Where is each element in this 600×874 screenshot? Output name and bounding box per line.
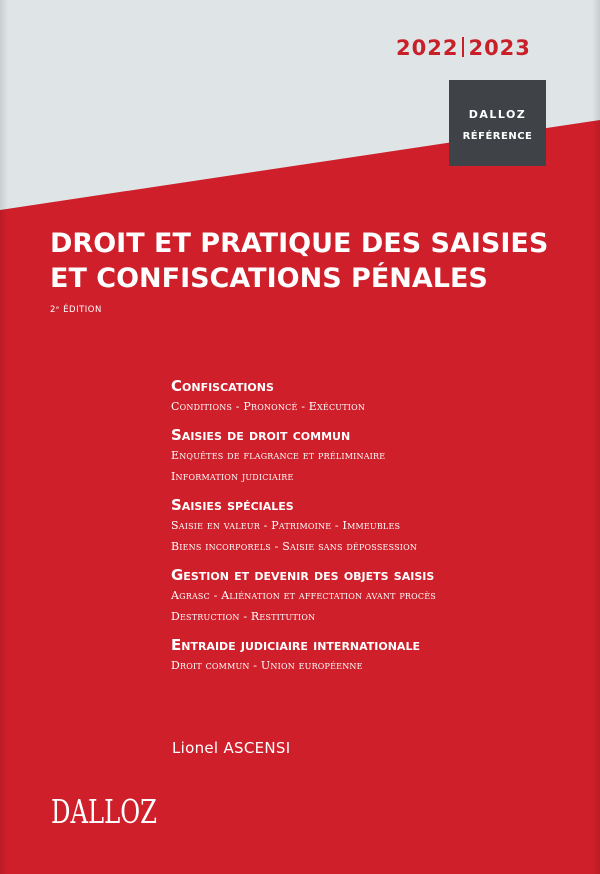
section-entraide [171, 635, 571, 676]
badge-brand: DALLOZ [468, 108, 527, 121]
section-line: Conditions - Prononcé - Exécution [171, 400, 366, 413]
edition-label: 2ᵉ ÉDITION [50, 305, 102, 315]
cover-edge-shadow-left [0, 0, 8, 874]
book-title [50, 226, 570, 296]
section-line: Agrasc - Aliénation et affectation avant procès [171, 589, 436, 602]
section-title: Saisies spéciales [171, 496, 294, 514]
section-confiscations [171, 376, 571, 417]
section-line: Destruction - Restitution [171, 610, 316, 623]
section-line: Droit commun - Union européenne [171, 659, 363, 672]
section-title: Saisies de droit commun [171, 426, 351, 444]
author-name: Lionel ASCENSI [172, 739, 291, 757]
year-start: 2022 [396, 36, 459, 60]
year-separator [462, 37, 464, 57]
cover-edge-shadow-right [592, 0, 600, 874]
section-line: Saisie en valeur - Patrimoine - Immeubles [171, 519, 401, 532]
section-title: Entraide judiciaire internationale [171, 636, 420, 654]
collection-badge [449, 80, 546, 166]
dalloz-logo [51, 790, 201, 830]
title-line-2: ET CONFISCATIONS PÉNALES [50, 263, 488, 294]
year-end: 2023 [468, 36, 531, 60]
section-title: Gestion et devenir des objets saisis [171, 566, 435, 584]
section-line: Biens incorporels - Saisie sans dépossession [171, 540, 418, 553]
edition-years [396, 36, 556, 60]
svg-text:DALLOZ: DALLOZ [51, 792, 157, 830]
section-saisies-droit-commun [171, 425, 571, 487]
section-gestion-devenir [171, 565, 571, 627]
section-saisies-speciales [171, 495, 571, 557]
section-line: Enquêtes de flagrance et préliminaire [171, 449, 386, 462]
section-line: Information judiciaire [171, 470, 294, 483]
title-line-1: DROIT ET PRATIQUE DES SAISIES [50, 228, 549, 259]
contents-summary [171, 376, 571, 684]
badge-collection: RÉFÉRENCE [462, 131, 533, 142]
section-title: Confiscations [171, 377, 274, 395]
